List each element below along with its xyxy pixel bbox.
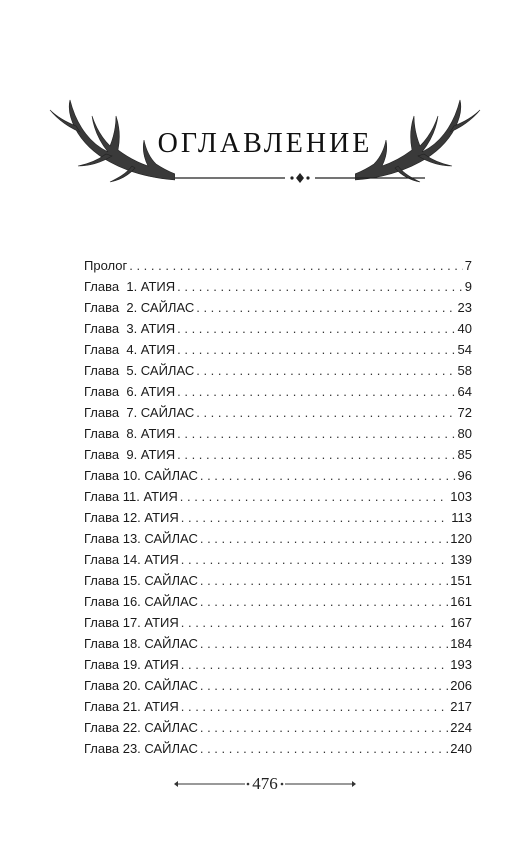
toc-leader-dots	[181, 612, 449, 633]
toc-entry-page: 9	[464, 279, 472, 294]
toc-entry-label: Глава 15. САЙЛАС	[84, 573, 198, 588]
toc-entry-label: Глава 10. САЙЛАС	[84, 468, 198, 483]
toc-entry	[84, 591, 472, 612]
toc-entry	[84, 528, 472, 549]
toc-entry	[84, 738, 472, 759]
toc-entry-label: Глава 1. АТИЯ	[84, 279, 176, 294]
toc-entry-label: Глава 8. АТИЯ	[84, 426, 176, 441]
toc-entry	[84, 612, 472, 633]
toc-leader-dots	[200, 591, 448, 612]
toc-entry-page: 58	[457, 363, 472, 378]
page-footer	[170, 773, 360, 795]
toc-leader-dots	[200, 570, 448, 591]
toc-entry-page: 54	[457, 342, 472, 357]
page-title: ОГЛАВЛЕНИЕ	[157, 128, 373, 159]
toc-entry-page: 217	[450, 699, 472, 714]
toc-entry-label: Глава 11. АТИЯ	[84, 489, 178, 504]
table-of-contents	[84, 255, 472, 759]
toc-leader-dots	[181, 696, 449, 717]
toc-leader-dots	[196, 402, 455, 423]
toc-entry-page: 224	[450, 720, 472, 735]
title-divider	[175, 172, 425, 184]
toc-entry	[84, 255, 472, 276]
toc-entry-label: Глава 5. САЙЛАС	[84, 363, 195, 378]
toc-entry	[84, 570, 472, 591]
toc-leader-dots	[180, 486, 449, 507]
toc-entry	[84, 549, 472, 570]
toc-leader-dots	[177, 318, 455, 339]
toc-entry-label: Глава 6. АТИЯ	[84, 384, 176, 399]
toc-leader-dots	[177, 423, 455, 444]
toc-entry-page: 161	[450, 594, 472, 609]
toc-leader-dots	[200, 465, 456, 486]
toc-entry-page: 103	[450, 489, 472, 504]
toc-entry-page: 139	[450, 552, 472, 567]
toc-entry-page: 193	[450, 657, 472, 672]
toc-entry-label: Глава 23. САЙЛАС	[84, 741, 198, 756]
toc-entry-label: Глава 3. АТИЯ	[84, 321, 176, 336]
toc-leader-dots	[129, 255, 463, 276]
toc-entry	[84, 654, 472, 675]
toc-entry-page: 23	[457, 300, 472, 315]
toc-entry-label: Глава 16. САЙЛАС	[84, 594, 198, 609]
toc-entry	[84, 507, 472, 528]
toc-entry	[84, 423, 472, 444]
toc-leader-dots	[181, 507, 450, 528]
toc-entry	[84, 717, 472, 738]
toc-entry-page: 7	[464, 258, 472, 273]
toc-leader-dots	[177, 381, 455, 402]
toc-entry-label: Глава 14. АТИЯ	[84, 552, 179, 567]
toc-entry-label: Глава 2. САЙЛАС	[84, 300, 195, 315]
toc-entry-page: 167	[450, 615, 472, 630]
toc-entry	[84, 486, 472, 507]
toc-leader-dots	[200, 528, 448, 549]
toc-entry	[84, 696, 472, 717]
chapter-header	[40, 92, 490, 202]
toc-entry-page: 184	[450, 636, 472, 651]
toc-entry-label: Глава 9. АТИЯ	[84, 447, 176, 462]
toc-entry-label: Глава 22. САЙЛАС	[84, 720, 198, 735]
toc-leader-dots	[200, 675, 448, 696]
toc-entry-label: Глава 19. АТИЯ	[84, 657, 179, 672]
toc-entry-label: Глава 4. АТИЯ	[84, 342, 176, 357]
toc-leader-dots	[200, 633, 448, 654]
toc-entry	[84, 276, 472, 297]
toc-leader-dots	[177, 444, 455, 465]
toc-entry-label: Глава 12. АТИЯ	[84, 510, 179, 525]
toc-entry-page: 85	[457, 447, 472, 462]
toc-leader-dots	[200, 717, 448, 738]
toc-entry	[84, 444, 472, 465]
toc-entry	[84, 360, 472, 381]
toc-entry	[84, 465, 472, 486]
toc-entry-label: Глава 18. САЙЛАС	[84, 636, 198, 651]
toc-leader-dots	[196, 297, 455, 318]
toc-entry-label: Глава 20. САЙЛАС	[84, 678, 198, 693]
toc-entry	[84, 297, 472, 318]
toc-entry	[84, 318, 472, 339]
page-number: 476	[252, 774, 278, 793]
toc-entry-label: Глава 21. АТИЯ	[84, 699, 179, 714]
toc-entry	[84, 402, 472, 423]
toc-leader-dots	[177, 339, 455, 360]
toc-entry-label: Глава 13. САЙЛАС	[84, 531, 198, 546]
toc-entry-page: 120	[450, 531, 472, 546]
toc-entry	[84, 339, 472, 360]
toc-entry-page: 40	[457, 321, 472, 336]
toc-entry-page: 72	[457, 405, 472, 420]
toc-entry-label: Глава 17. АТИЯ	[84, 615, 179, 630]
toc-entry	[84, 633, 472, 654]
toc-leader-dots	[196, 360, 455, 381]
toc-entry	[84, 381, 472, 402]
toc-entry-page: 113	[451, 510, 472, 525]
toc-leader-dots	[177, 276, 463, 297]
toc-leader-dots	[181, 654, 449, 675]
toc-entry-label: Глава 7. САЙЛАС	[84, 405, 195, 420]
toc-entry-page: 151	[450, 573, 472, 588]
toc-leader-dots	[181, 549, 449, 570]
toc-entry-page: 80	[457, 426, 472, 441]
toc-entry-page: 240	[450, 741, 472, 756]
toc-entry	[84, 675, 472, 696]
toc-entry-page: 206	[450, 678, 472, 693]
toc-entry-page: 64	[457, 384, 472, 399]
toc-leader-dots	[200, 738, 448, 759]
toc-entry-label: Пролог	[84, 258, 128, 273]
toc-entry-page: 96	[457, 468, 472, 483]
